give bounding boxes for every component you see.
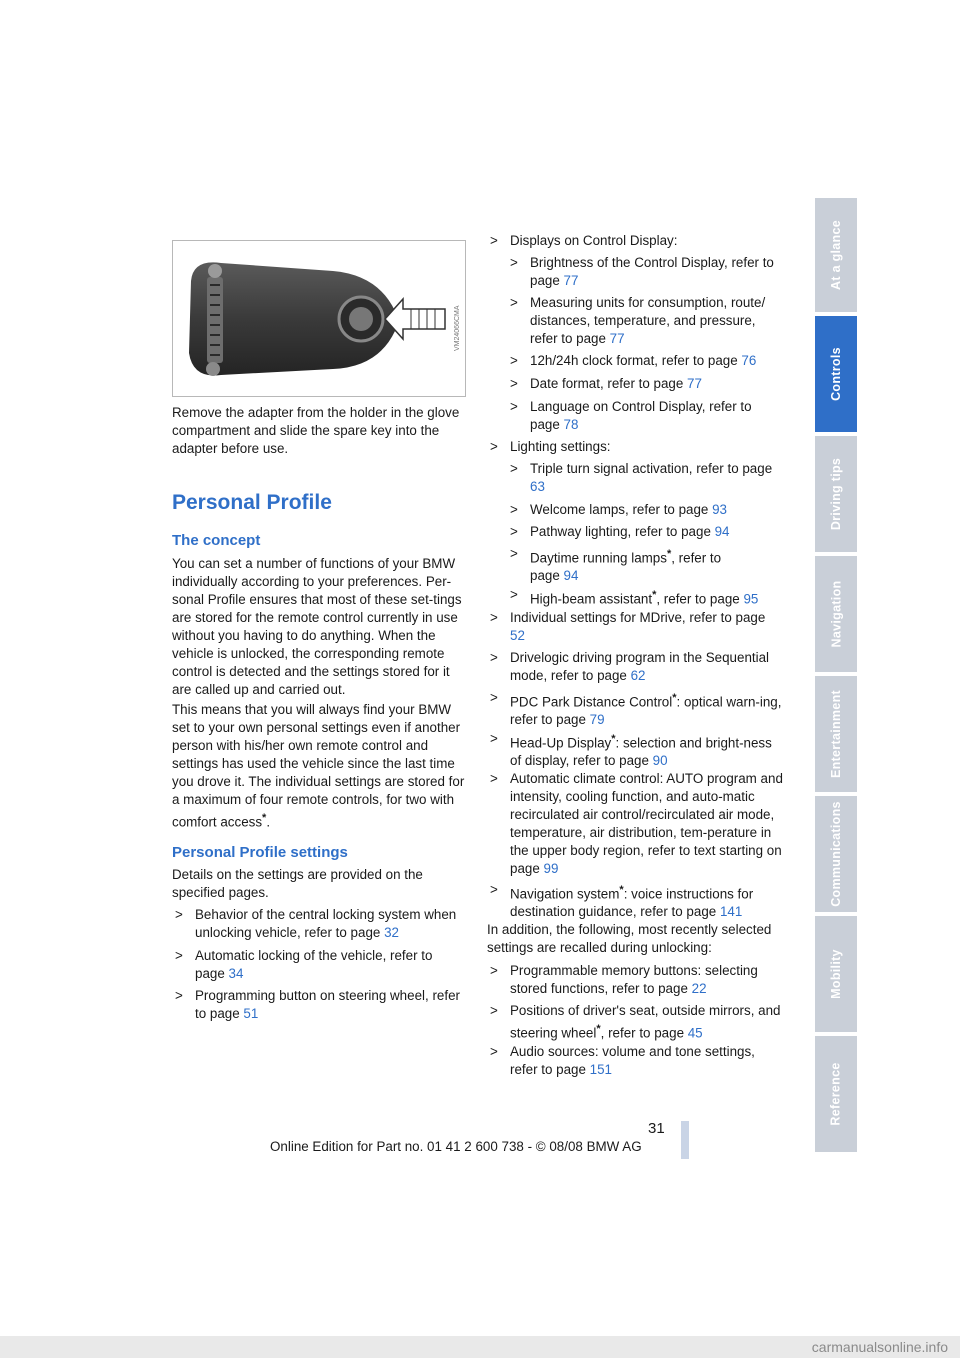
page-link[interactable]: 52 xyxy=(510,628,525,643)
tab-entertainment[interactable]: Entertainment xyxy=(815,676,857,792)
sub-list-item: > Daytime running lamps*, refer to page 94 xyxy=(510,546,722,584)
concept-heading: The concept xyxy=(172,532,261,549)
key-adapter-figure xyxy=(172,240,466,397)
figure-code: VM24066CMA xyxy=(454,305,461,351)
footer-edition: Online Edition for Part no. 01 41 2 600 738 - © 08/08 BMW AG xyxy=(270,1139,642,1154)
tab-at-a-glance[interactable]: At a glance xyxy=(815,198,857,312)
list-item: > Audio sources: volume and tone settings, refer to page 151 xyxy=(490,1044,755,1077)
sub-list-item: > Language on Control Display, refer to page 78 xyxy=(510,399,752,432)
intro-paragraph: Remove the adapter from the holder in the glove compartment and slide the spare key into the adapter before use. xyxy=(172,405,460,456)
list-item: > PDC Park Distance Control*: optical warn-ing, refer to page 79 xyxy=(490,690,782,728)
sub-list-item: > Date format, refer to page 77 xyxy=(510,376,702,391)
tab-navigation[interactable]: Navigation xyxy=(815,556,857,672)
sub-list-item: > Measuring units for consumption, route/ distances, temperature, and pressure, refer to page 77 xyxy=(510,295,766,346)
list-item: > Programming button on steering wheel, refer to page 51 xyxy=(175,988,460,1021)
settings-intro: Details on the settings are provided on the specified pages. xyxy=(172,867,423,900)
list-item: > Individual settings for MDrive, refer to page 52 xyxy=(490,610,766,643)
page-title: Personal Profile xyxy=(172,491,332,514)
page-link[interactable]: 22 xyxy=(691,981,707,996)
page-link[interactable]: 95 xyxy=(743,591,759,607)
page-link[interactable]: 77 xyxy=(563,273,579,288)
key-adapter-illustration xyxy=(173,241,465,396)
list-item: > Behavior of the central locking system when unlocking vehicle, refer to page 32 xyxy=(175,907,457,940)
watermark: carmanualsonline.info xyxy=(0,1336,960,1358)
page-number-bar xyxy=(681,1121,689,1159)
list-item-lighting: > Lighting settings: xyxy=(490,439,611,454)
page-link[interactable]: 93 xyxy=(712,502,728,517)
tab-reference[interactable]: Reference xyxy=(815,1036,857,1152)
page-link[interactable]: 151 xyxy=(589,1062,612,1077)
list-item: > Drivelogic driving program in the Sequential mode, refer to page 62 xyxy=(490,650,770,683)
sub-list-item: > High-beam assistant*, refer to page 95 xyxy=(510,587,759,607)
sub-list-item: > Triple turn signal activation, refer to page 63 xyxy=(510,461,773,494)
list-item: > Head-Up Display*: selection and bright-ness of display, refer to page 90 xyxy=(490,731,772,769)
addition-paragraph: In addition, the following, most recently selected settings are recalled during unlocking: xyxy=(487,922,772,955)
section-tabs xyxy=(815,198,857,1156)
tab-driving-tips[interactable]: Driving tips xyxy=(815,436,857,552)
page-link[interactable]: 32 xyxy=(384,925,399,940)
page-link[interactable]: 45 xyxy=(687,1025,703,1041)
tab-controls[interactable]: Controls xyxy=(815,316,857,432)
page-link[interactable]: 78 xyxy=(563,417,579,432)
tab-mobility[interactable]: Mobility xyxy=(815,916,857,1032)
concept-paragraph-2: This means that you will always find your BMW set to your own personal settings even if another person with his/her own remote control and settings has used the vehicle since the last time you drove it. The individual settings are stored for a maximum of four remote controls, for two with comfort access*. xyxy=(172,702,465,830)
sub-list-item: > Brightness of the Control Display, refer to page 77 xyxy=(510,255,774,288)
page-link[interactable]: 77 xyxy=(687,376,702,391)
page-link[interactable]: 63 xyxy=(530,479,545,494)
page-number: 31 xyxy=(648,1120,665,1137)
list-item: > Navigation system*: voice instructions for destination guidance, refer to page 141 xyxy=(490,882,754,920)
page-link[interactable]: 99 xyxy=(543,861,559,876)
page-link[interactable]: 77 xyxy=(609,331,625,346)
settings-heading: Personal Profile settings xyxy=(172,844,348,861)
sub-list-item: > 12h/24h clock format, refer to page 76 xyxy=(510,353,757,368)
page-link[interactable]: 94 xyxy=(714,524,730,539)
page-link[interactable]: 79 xyxy=(589,712,605,728)
tab-communications[interactable]: Communications xyxy=(815,796,857,912)
list-item: > Positions of driver's seat, outside mirrors, and steering wheel*, refer to page 45 xyxy=(490,1003,781,1041)
sub-list-item: > Pathway lighting, refer to page 94 xyxy=(510,524,730,539)
concept-paragraph-1: You can set a number of functions of your BMW individually according to your preferences. Per-sonal Profile ensures that most of these set-tings are stored for the remote control currently in use without you having to do anything. When the vehicle is unlocked, the corresponding remote control is detected and the settings stored for it are called up and carried out. xyxy=(172,556,462,697)
page-link[interactable]: 90 xyxy=(652,753,668,769)
page-link[interactable]: 76 xyxy=(741,353,757,368)
list-item: > Automatic climate control: AUTO program and intensity, cooling function, and auto-matic recirculated air control/recirculated air mode, temperature, air distribution, tem-perature in the upper body region, refer to text starting on page 99 xyxy=(490,771,783,876)
page-link[interactable]: 94 xyxy=(563,568,579,584)
list-item: > Automatic locking of the vehicle, refer to page 34 xyxy=(175,948,433,981)
page-link[interactable]: 34 xyxy=(228,966,244,981)
page-link[interactable]: 141 xyxy=(719,904,743,920)
list-item: > Programmable memory buttons: selecting stored functions, refer to page 22 xyxy=(490,963,758,996)
page-link[interactable]: 51 xyxy=(243,1006,259,1021)
list-item-displays: > Displays on Control Display: xyxy=(490,233,678,248)
sub-list-item: > Welcome lamps, refer to page 93 xyxy=(510,502,728,517)
page-link[interactable]: 62 xyxy=(630,668,646,683)
